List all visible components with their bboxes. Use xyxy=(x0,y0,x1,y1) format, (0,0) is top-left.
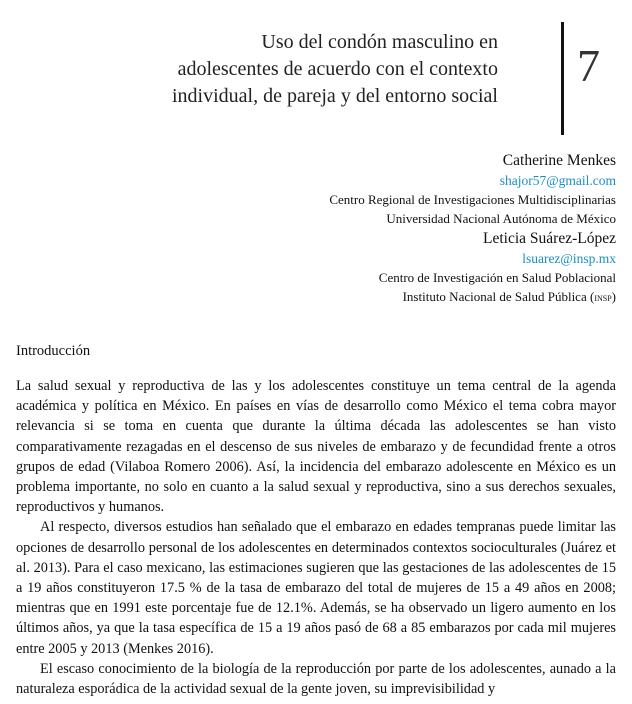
institution-name-text: Instituto Nacional de Salud Pública ( xyxy=(402,289,595,304)
paragraph-2: Al respecto, diversos estudios han señalado que el embarazo en edades tempranas puede limitar las opciones de desarrollo personal de los adolescentes en determinados contextos socioculturales (Juárez et al. 2013). Para el caso mexicano, las estimaciones sugieren que las gestaciones de las adolescentes de 15 a 19 años constituyeron 17.5 % de la tasa de embarazo del total de mujeres de 15 a 49 años en 2008; mientras que en 1991 este porcentaje fue de 12.1%. Además, se ha observado un ligero aumento en los últimos años, ya que la tasa específica de 15 a 19 años pasó de 68 a 85 embarazos por cada mil mujeres entre 2005 y 2013 (Menkes 2016). xyxy=(16,519,616,657)
author-institution-1a: Centro Regional de Investigaciones Multidisciplinarias xyxy=(329,192,616,207)
author-email-1[interactable]: shajor57@gmail.com xyxy=(499,173,616,188)
author-institution-2b xyxy=(16,287,616,308)
author-email-2[interactable]: lsuarez@insp.mx xyxy=(522,251,616,266)
paragraph-1: La salud sexual y reproductiva de las y los adolescentes constituye un tema central de la agenda académica y política en México. En países en vías de desarrollo como México el tema cobra mayor relevancia si se toma en cuenta que durante la última década las adolescentes se han visto comparativamente rezagadas en el descenso de sus niveles de embarazo y de fecundidad frente a otros grupos de edad (Vilaboa Romero 2006). Así, la incidencia del embarazo adolescente en México es un problema importante, no solo en cuanto a la salud sexual y reproductiva, sino a sus derechos sexuales, reproductivos y humanos. xyxy=(16,378,616,516)
author-name-1: Catherine Menkes xyxy=(502,152,616,169)
author-institution-2a: Centro de Investigación en Salud Poblacional xyxy=(378,270,616,285)
institution-acronym: insp xyxy=(594,292,612,304)
chapter-title-line-1: Uso del condón masculino en xyxy=(261,31,498,53)
chapter-number: 7 xyxy=(577,40,600,91)
chapter-divider-rule xyxy=(561,22,564,135)
section-heading: Introducción xyxy=(16,343,91,359)
chapter-title-line-3: individual, de pareja y del entorno social xyxy=(171,85,498,107)
body-text xyxy=(16,376,616,699)
institution-acronym-close: ) xyxy=(611,289,616,304)
chapter-title-line-2: adolescentes de acuerdo con el contexto xyxy=(177,58,498,80)
author-name-2: Leticia Suárez-López xyxy=(483,230,616,247)
author-institution-1b: Universidad Nacional Autónoma de México xyxy=(386,211,616,226)
paragraph-3: El escaso conocimiento de la biología de la reproducción por parte de los adolescentes, aunado a la naturaleza esporádica de la actividad sexual de la gente joven, su imprevisibilidad y xyxy=(16,660,616,698)
author-block xyxy=(16,150,616,308)
chapter-title xyxy=(100,29,498,110)
